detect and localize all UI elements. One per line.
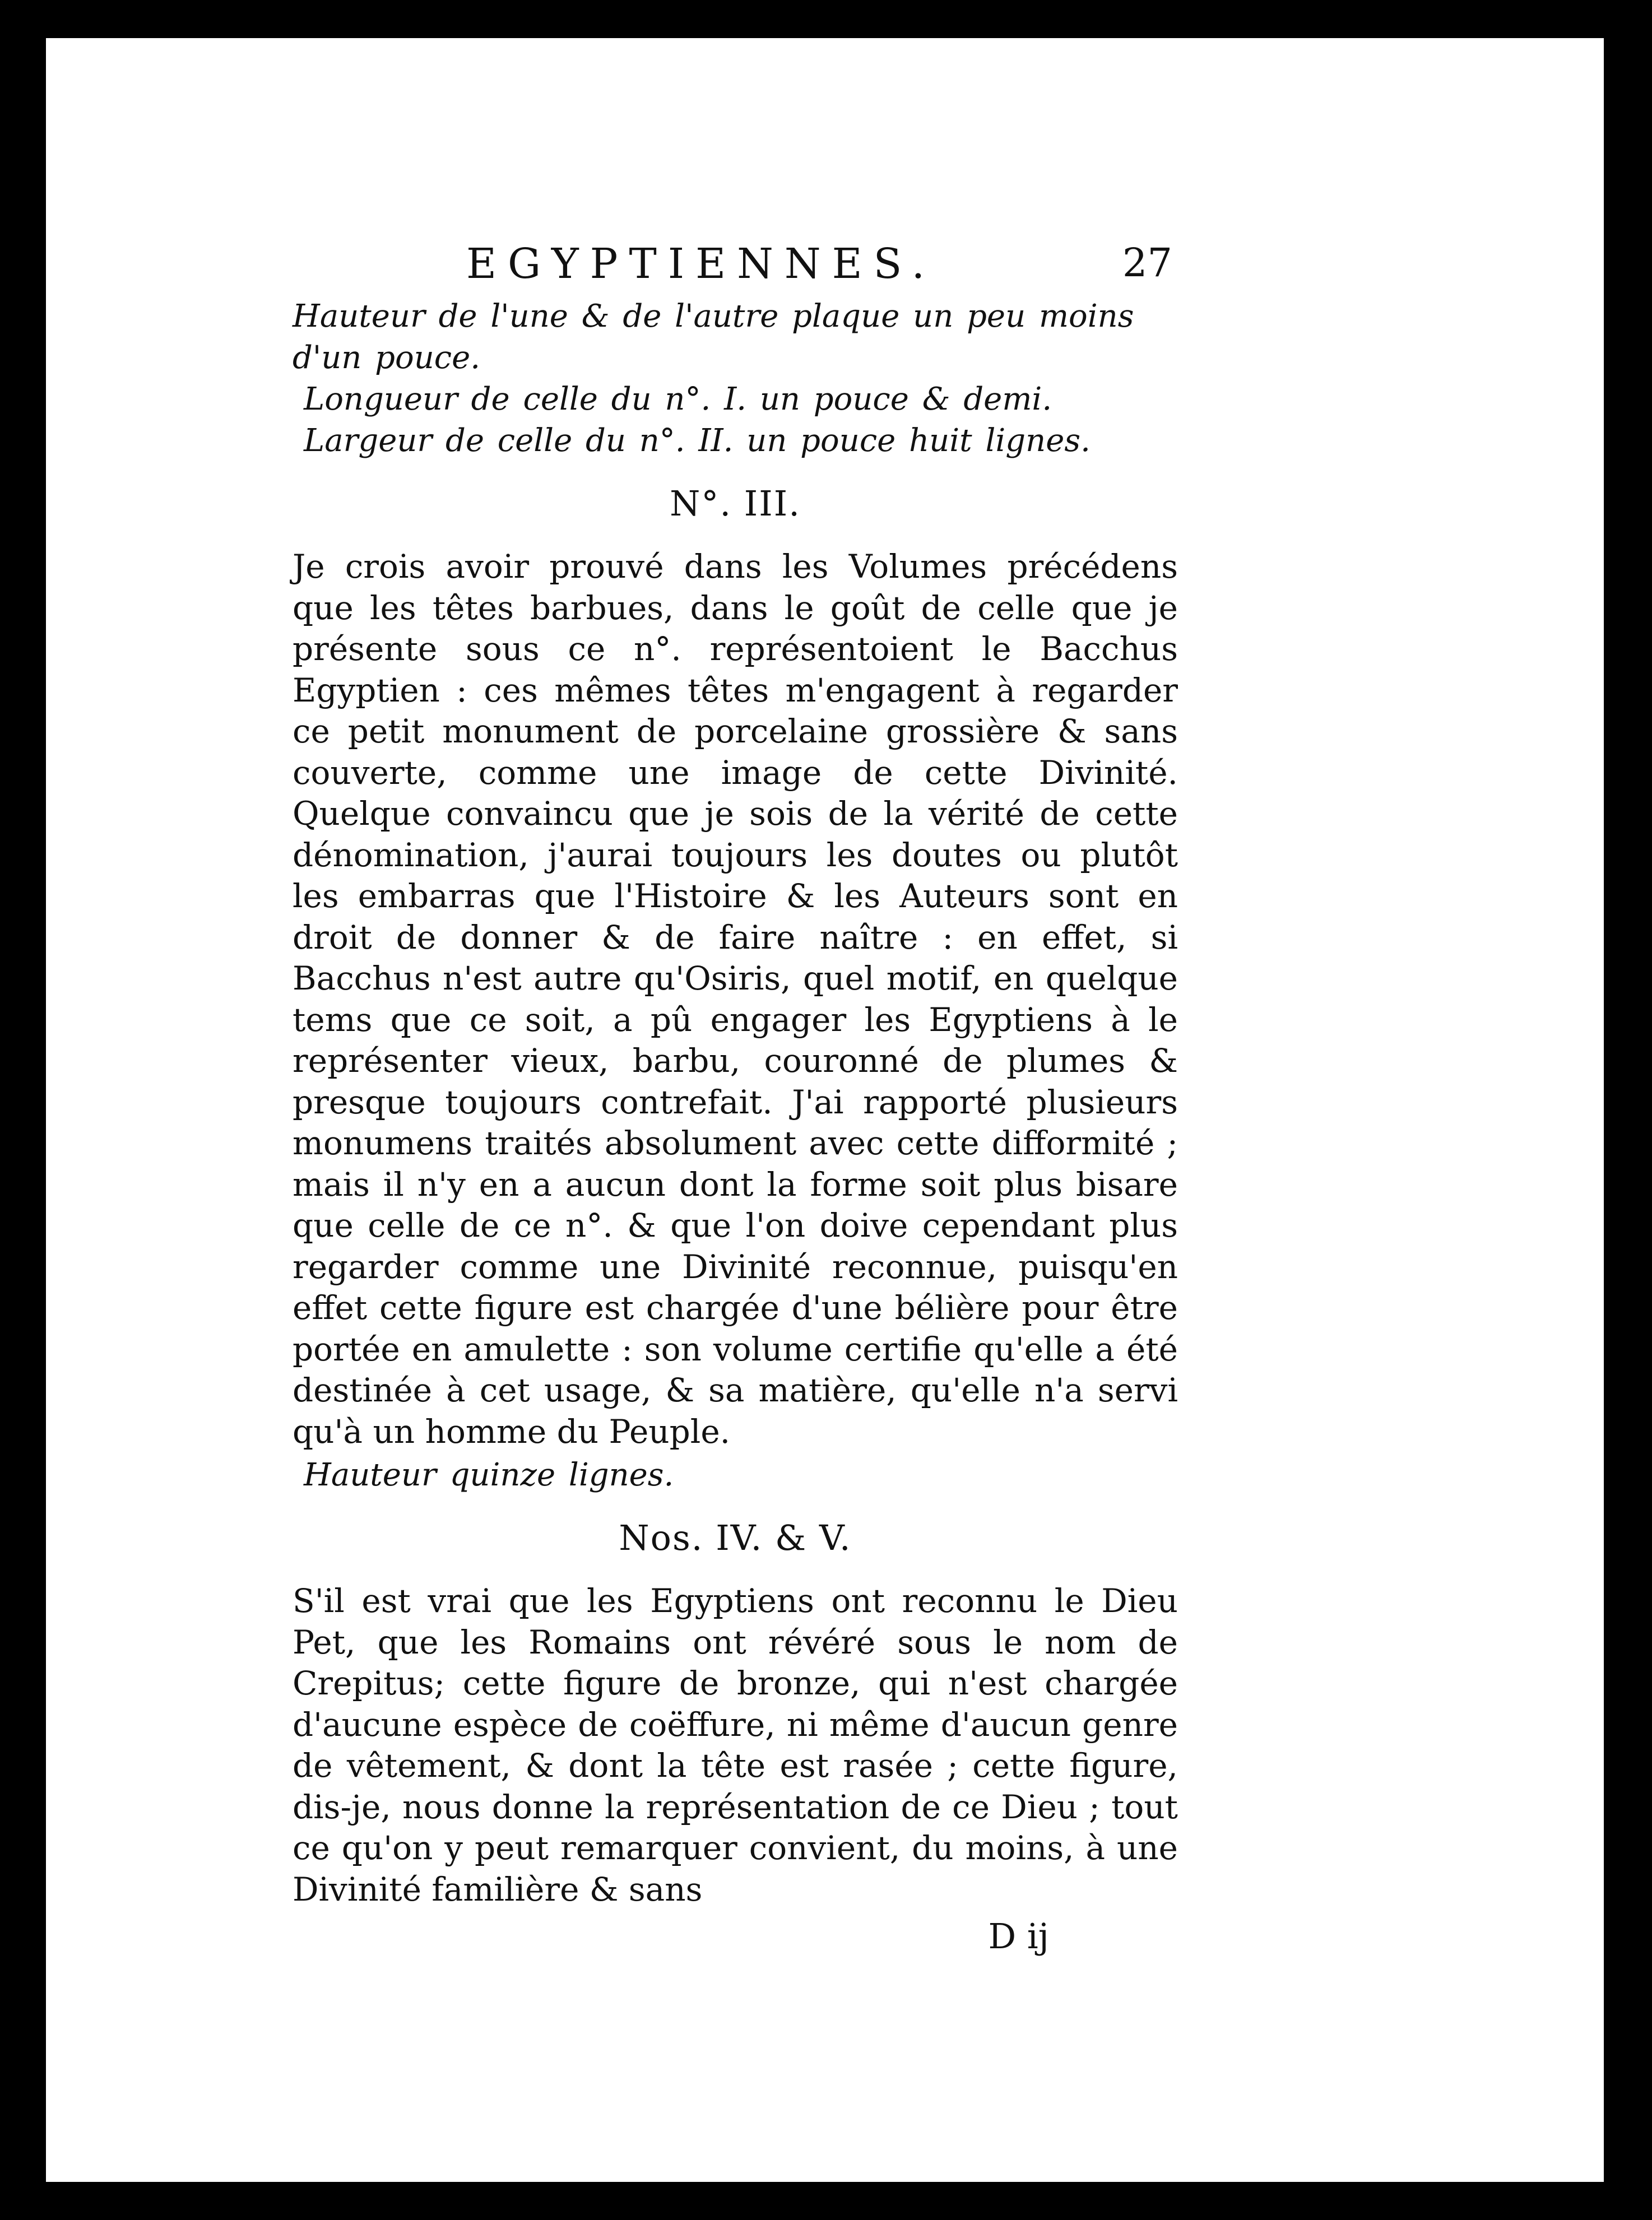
measure-line: Hauteur quinze lignes. (304, 1457, 674, 1493)
section-heading: N°. III. (670, 483, 801, 524)
signature-mark: D ij (988, 1916, 1049, 1957)
book-page (46, 38, 1604, 2182)
text-block (293, 240, 1178, 1957)
running-head-title: EGYPTIENNES. (466, 240, 936, 288)
measure-line: Largeur de celle du n°. II. un pouce huit lignes. (304, 422, 1090, 459)
section-heading: Nos. IV. & V. (619, 1517, 852, 1558)
body-paragraph: Je crois avoir prouvé dans les Volumes précédens que les têtes barbues, dans le goût de celle que je présente sous ce n°. représentoient le Bacchus Egyptien : ces mêmes têtes m'engagent à regarder ce petit monument de porcelaine grossière & sans couverte, comme une image de cette Divinité. Quelque convaincu que je sois de la vérité de cette dénomination, j'aurai toujours les doutes ou plutôt les embarras que l'Histoire & les Auteurs sont en droit de donner & de faire naître : en effet, si Bacchus n'est autre qu'Osiris, quel motif, en quelque tems que ce soit, a pû engager les Egyptiens à le représenter vieux, barbu, couronné de plumes & presque toujours contrefait. J'ai rapporté plusieurs monumens traités absolument avec cette difformité ; mais il n'y en a aucun dont la forme soit plus bisare que celle de ce n°. & que l'on doive cependant plus regarder comme une Divinité reconnue, puisqu'en effet cette figure est chargée d'une bélière pour être portée en amulette : son volume certifie qu'elle a été destinée à cet usage, & sa matière, qu'elle n'a servi qu'à un homme du Peuple. (293, 547, 1178, 1451)
running-head (293, 240, 1178, 296)
measure-line: Hauteur de l'une & de l'autre plaque un peu moins d'un pouce. (293, 298, 1134, 376)
page-number: 27 (1122, 240, 1172, 286)
body-paragraph: S'il est vrai que les Egyptiens ont reconnu le Dieu Pet, que les Romains ont révéré sous le nom de Crepitus; cette figure de bronze, qui n'est chargée d'aucune espèce de coëffure, ni même d'aucun genre de vêtement, & dont la tête est rasée ; cette figure, dis-je, nous donne la représentation de ce Dieu ; tout ce qu'on y peut remarquer convient, du moins, à une Divinité familière & sans (293, 1582, 1178, 1908)
measure-line: Longueur de celle du n°. I. un pouce & demi. (304, 381, 1052, 417)
